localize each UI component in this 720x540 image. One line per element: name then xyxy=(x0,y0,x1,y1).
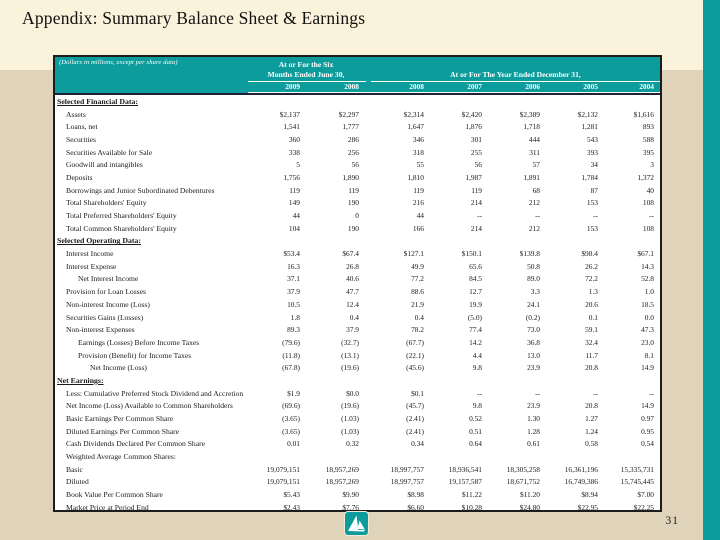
value-cell: 9.8 xyxy=(472,363,482,373)
value-cell: 5 xyxy=(296,160,300,170)
row-label: Securities Available for Sale xyxy=(66,147,153,157)
value-cell: $7.00 xyxy=(637,490,654,500)
value-cell: 44 xyxy=(416,211,424,221)
value-cell: $10.28 xyxy=(461,502,482,512)
value-cell: 16.3 xyxy=(287,261,300,271)
value-cell: $0.0 xyxy=(346,388,359,398)
value-cell: 0.4 xyxy=(414,312,424,322)
value-cell: 0 xyxy=(355,211,359,221)
value-cell: 24.1 xyxy=(527,299,540,309)
value-cell: 78.2 xyxy=(411,325,424,335)
row-label: Non-interest Income (Loss) xyxy=(66,299,150,309)
value-cell: 216 xyxy=(412,198,424,208)
value-cell: $5.43 xyxy=(283,490,300,500)
section-row xyxy=(55,374,660,387)
value-cell: 20.8 xyxy=(585,363,598,373)
value-cell: 89.3 xyxy=(287,325,300,335)
table-header xyxy=(55,57,660,95)
value-cell: $1,616 xyxy=(633,109,654,119)
table-row xyxy=(55,425,660,438)
label-column-spacer xyxy=(55,82,248,91)
value-cell: $2,420 xyxy=(461,109,482,119)
value-cell: 23.9 xyxy=(527,363,540,373)
value-cell: 1.24 xyxy=(585,426,598,436)
value-cell: 49.9 xyxy=(411,261,424,271)
value-cell: 1,810 xyxy=(407,172,424,182)
row-label: Securities Gains (Losses) xyxy=(66,312,144,322)
value-cell: 0.32 xyxy=(346,439,359,449)
year-header: 2006 xyxy=(525,81,540,91)
table-row xyxy=(55,323,660,336)
value-cell: 1,777 xyxy=(342,122,359,132)
row-label: Net Interest Income xyxy=(78,274,139,284)
column-group-six-months xyxy=(246,60,366,79)
value-cell: 0.95 xyxy=(641,426,654,436)
value-cell: 255 xyxy=(470,147,482,157)
value-cell: 56 xyxy=(474,160,482,170)
value-cell: 1.3 xyxy=(588,287,598,297)
value-cell: 1,756 xyxy=(283,172,300,182)
value-cell: 47.7 xyxy=(346,287,359,297)
group-six-line2: Months Ended June 30, xyxy=(267,69,345,79)
value-cell: 87 xyxy=(590,185,598,195)
units-note: (Dollars in millions, except per share data) xyxy=(59,59,178,66)
value-cell: 0.97 xyxy=(641,414,654,424)
row-label: Net Earnings: xyxy=(57,375,104,385)
row-label: Cash Dividends Declared Per Common Share xyxy=(66,439,205,449)
value-cell: 214 xyxy=(470,223,482,233)
value-cell: 47.3 xyxy=(641,325,654,335)
value-cell: $22.95 xyxy=(577,502,598,512)
value-cell: $11.22 xyxy=(461,490,482,500)
table-body xyxy=(55,95,660,514)
value-cell: (69.6) xyxy=(282,401,300,411)
value-cell: 4.4 xyxy=(472,350,482,360)
table-row xyxy=(55,184,660,197)
value-cell: 0.4 xyxy=(349,312,359,322)
value-cell: -- xyxy=(477,388,482,398)
value-cell: 1,281 xyxy=(581,122,598,132)
value-cell: 0.0 xyxy=(644,312,654,322)
value-cell: 84.5 xyxy=(469,274,482,284)
value-cell: 14.9 xyxy=(641,401,654,411)
value-cell: 0.54 xyxy=(641,439,654,449)
table-row xyxy=(55,197,660,210)
value-cell: 16,361,196 xyxy=(564,464,598,474)
value-cell: -- xyxy=(535,388,540,398)
value-cell: $2,389 xyxy=(519,109,540,119)
value-cell: 311 xyxy=(529,147,540,157)
row-label: Loans, net xyxy=(66,122,98,132)
value-cell: 1,718 xyxy=(523,122,540,132)
value-cell: 20.8 xyxy=(585,401,598,411)
value-cell: 893 xyxy=(642,122,654,132)
value-cell: 77.2 xyxy=(411,274,424,284)
row-label: Goodwill and intangibles xyxy=(66,160,143,170)
value-cell: $67.4 xyxy=(342,249,359,259)
value-cell: (1.03) xyxy=(341,426,359,436)
value-cell: 44 xyxy=(292,211,300,221)
value-cell: 256 xyxy=(347,147,359,157)
balance-sheet-table xyxy=(53,55,662,512)
value-cell: 0.34 xyxy=(411,439,424,449)
value-cell: 286 xyxy=(347,134,359,144)
value-cell: 36.8 xyxy=(527,337,540,347)
table-row xyxy=(55,298,660,311)
table-row xyxy=(55,120,660,133)
value-cell: 16,749,386 xyxy=(564,477,598,487)
value-cell: $11.20 xyxy=(519,490,540,500)
table-row xyxy=(55,108,660,121)
value-cell: 0.52 xyxy=(469,414,482,424)
value-cell: 119 xyxy=(348,185,359,195)
value-cell: (2.41) xyxy=(406,414,424,424)
value-cell: 18,997,757 xyxy=(390,477,424,487)
years-underline xyxy=(248,92,660,93)
value-cell: 15,335,731 xyxy=(620,464,654,474)
value-cell: 14.3 xyxy=(641,261,654,271)
table-row xyxy=(55,387,660,400)
value-cell: 395 xyxy=(642,147,654,157)
value-cell: 59.1 xyxy=(585,325,598,335)
value-cell: 65.6 xyxy=(469,261,482,271)
value-cell: $150.1 xyxy=(461,249,482,259)
value-cell: 89.0 xyxy=(527,274,540,284)
table-row xyxy=(55,273,660,286)
value-cell: 72.2 xyxy=(585,274,598,284)
value-cell: 190 xyxy=(347,198,359,208)
value-cell: 18,305,258 xyxy=(506,464,540,474)
value-cell: 18,957,269 xyxy=(325,464,359,474)
value-cell: (3.65) xyxy=(282,426,300,436)
row-label: Securities xyxy=(66,134,96,144)
value-cell: $127.1 xyxy=(403,249,424,259)
value-cell: 18,671,752 xyxy=(506,477,540,487)
value-cell: 0.58 xyxy=(585,439,598,449)
table-row xyxy=(55,222,660,235)
value-cell: 14.2 xyxy=(469,337,482,347)
table-row xyxy=(55,247,660,260)
table-row xyxy=(55,488,660,501)
value-cell: 19.9 xyxy=(469,299,482,309)
value-cell: 20.6 xyxy=(585,299,598,309)
value-cell: $53.4 xyxy=(283,249,300,259)
table-row xyxy=(55,311,660,324)
value-cell: 166 xyxy=(412,223,424,233)
value-cell: (45.6) xyxy=(406,363,424,373)
value-cell: 10.5 xyxy=(287,299,300,309)
value-cell: (79.6) xyxy=(282,337,300,347)
row-label: Diluted xyxy=(66,477,89,487)
value-cell: 108 xyxy=(642,223,654,233)
value-cell: 212 xyxy=(528,223,540,233)
value-cell: 1.28 xyxy=(527,426,540,436)
value-cell: 68 xyxy=(532,185,540,195)
table-row xyxy=(55,285,660,298)
value-cell: (67.7) xyxy=(406,337,424,347)
table-row xyxy=(55,450,660,463)
row-label: Market Price at Period End xyxy=(66,502,149,512)
table-row xyxy=(55,146,660,159)
value-cell: 1,784 xyxy=(581,172,598,182)
value-cell: 301 xyxy=(470,134,482,144)
value-cell: 104 xyxy=(288,223,300,233)
column-group-year: At or For The Year Ended December 31, xyxy=(450,69,581,79)
value-cell: 56 xyxy=(351,160,359,170)
row-label: Net Income (Loss) xyxy=(90,363,147,373)
value-cell: 190 xyxy=(347,223,359,233)
value-cell: 588 xyxy=(642,134,654,144)
table-row xyxy=(55,361,660,374)
sailboat-logo-icon xyxy=(344,511,369,536)
value-cell: 32.4 xyxy=(585,337,598,347)
value-cell: $8.94 xyxy=(581,490,598,500)
value-cell: 0.1 xyxy=(588,312,598,322)
value-cell: 37.9 xyxy=(346,325,359,335)
value-cell: 73.0 xyxy=(527,325,540,335)
value-cell: $139.8 xyxy=(519,249,540,259)
year-header: 2008 xyxy=(409,81,424,91)
value-cell: 57 xyxy=(532,160,540,170)
value-cell: -- xyxy=(593,211,598,221)
value-cell: 149 xyxy=(288,198,300,208)
value-cell: 119 xyxy=(289,185,300,195)
value-cell: 37.1 xyxy=(287,274,300,284)
value-cell: 1,891 xyxy=(523,172,540,182)
table-row xyxy=(55,171,660,184)
years-row xyxy=(55,82,660,91)
value-cell: 393 xyxy=(586,147,598,157)
value-cell: 11.7 xyxy=(585,350,598,360)
table-row xyxy=(55,438,660,451)
value-cell: -- xyxy=(649,388,654,398)
value-cell: 13.0 xyxy=(527,350,540,360)
value-cell: 26.2 xyxy=(585,261,598,271)
value-cell: $67.1 xyxy=(637,249,654,259)
value-cell: 338 xyxy=(288,147,300,157)
row-label: Book Value Per Common Share xyxy=(66,490,163,500)
value-cell: $98.4 xyxy=(581,249,598,259)
value-cell: $0.1 xyxy=(411,388,424,398)
value-cell: 18,997,757 xyxy=(390,464,424,474)
value-cell: 0.61 xyxy=(527,439,540,449)
row-label: Borrowings and Junior Subordinated Debentures xyxy=(66,185,215,195)
row-label: Interest Expense xyxy=(66,261,117,271)
value-cell: $1.9 xyxy=(287,388,300,398)
value-cell: 1,987 xyxy=(465,172,482,182)
value-cell: 108 xyxy=(642,198,654,208)
value-cell: 18,957,269 xyxy=(325,477,359,487)
value-cell: (45.7) xyxy=(406,401,424,411)
row-label: Selected Operating Data: xyxy=(57,236,142,246)
table-row xyxy=(55,349,660,362)
accent-stripe xyxy=(703,0,720,540)
row-label: Total Common Shareholders' Equity xyxy=(66,223,177,233)
row-label: Basic xyxy=(66,464,83,474)
row-label: Net Income (Loss) Available to Common Shareholders xyxy=(66,401,233,411)
row-label: Earnings (Losses) Before Income Taxes xyxy=(78,337,200,347)
row-label: Deposits xyxy=(66,172,93,182)
value-cell: 50.8 xyxy=(527,261,540,271)
value-cell: 1.0 xyxy=(644,287,654,297)
page-number: 31 xyxy=(665,515,679,527)
value-cell: 18,936,541 xyxy=(448,464,482,474)
value-cell: $7.76 xyxy=(342,502,359,512)
year-header: 2007 xyxy=(467,81,482,91)
row-label: Provision for Loan Losses xyxy=(66,287,146,297)
value-cell: 360 xyxy=(288,134,300,144)
value-cell: 88.6 xyxy=(411,287,424,297)
value-cell: 1.8 xyxy=(290,312,300,322)
value-cell: 214 xyxy=(470,198,482,208)
value-cell: 0.01 xyxy=(287,439,300,449)
value-cell: 212 xyxy=(528,198,540,208)
value-cell: $2,132 xyxy=(577,109,598,119)
value-cell: 543 xyxy=(586,134,598,144)
value-cell: 12.4 xyxy=(346,299,359,309)
value-cell: (0.2) xyxy=(525,312,540,322)
value-cell: $6.60 xyxy=(407,502,424,512)
table-row xyxy=(55,476,660,489)
value-cell: (2.41) xyxy=(406,426,424,436)
row-label: Weighted Average Common Shares: xyxy=(66,452,176,462)
value-cell: 18.5 xyxy=(641,299,654,309)
value-cell: -- xyxy=(535,211,540,221)
value-cell: 1.27 xyxy=(585,414,598,424)
table-row xyxy=(55,260,660,273)
value-cell: 77.4 xyxy=(469,325,482,335)
value-cell: 19,079,151 xyxy=(266,464,300,474)
value-cell: -- xyxy=(477,211,482,221)
value-cell: 40.6 xyxy=(346,274,359,284)
value-cell: 12.7 xyxy=(469,287,482,297)
row-label: Total Preferred Shareholders' Equity xyxy=(66,211,177,221)
value-cell: 153 xyxy=(586,198,598,208)
table-row xyxy=(55,412,660,425)
value-cell: 1.30 xyxy=(527,414,540,424)
value-cell: $22.25 xyxy=(633,502,654,512)
value-cell: $8.98 xyxy=(407,490,424,500)
value-cell: (19.6) xyxy=(341,401,359,411)
value-cell: 15,745,445 xyxy=(620,477,654,487)
value-cell: 1,372 xyxy=(637,172,654,182)
value-cell: (19.6) xyxy=(341,363,359,373)
table-row xyxy=(55,400,660,413)
year-header: 2009 xyxy=(285,81,300,91)
row-label: Interest Income xyxy=(66,249,114,259)
value-cell: -- xyxy=(593,388,598,398)
page-title: Appendix: Summary Balance Sheet & Earnings xyxy=(22,8,366,28)
value-cell: 444 xyxy=(528,134,540,144)
table-row xyxy=(55,463,660,476)
value-cell: 19,079,151 xyxy=(266,477,300,487)
value-cell: 55 xyxy=(416,160,424,170)
year-header: 2005 xyxy=(583,81,598,91)
value-cell: 23.9 xyxy=(527,401,540,411)
row-label: Assets xyxy=(66,109,86,119)
row-label: Diluted Earnings Per Common Share xyxy=(66,426,180,436)
value-cell: 40 xyxy=(646,185,654,195)
value-cell: 9.8 xyxy=(472,401,482,411)
row-label: Provision (Benefit) for Income Taxes xyxy=(78,350,192,360)
value-cell: $2,297 xyxy=(338,109,359,119)
value-cell: $2,314 xyxy=(403,109,424,119)
value-cell: 19,157,587 xyxy=(448,477,482,487)
value-cell: 26.8 xyxy=(346,261,359,271)
value-cell: (5.0) xyxy=(467,312,482,322)
value-cell: (3.65) xyxy=(282,414,300,424)
value-cell: 37.9 xyxy=(287,287,300,297)
row-label: Basic Earnings Per Common Share xyxy=(66,414,174,424)
row-label: Total Shareholders' Equity xyxy=(66,198,147,208)
value-cell: 21.9 xyxy=(411,299,424,309)
value-cell: 52.8 xyxy=(641,274,654,284)
value-cell: $2.43 xyxy=(283,502,300,512)
value-cell: (22.1) xyxy=(406,350,424,360)
value-cell: 1,890 xyxy=(342,172,359,182)
value-cell: 119 xyxy=(471,185,482,195)
value-cell: (67.8) xyxy=(282,363,300,373)
year-header: 2004 xyxy=(639,81,654,91)
row-label: Less: Cumulative Preferred Stock Dividend and Accretion xyxy=(66,388,244,398)
table-row xyxy=(55,209,660,222)
value-cell: -- xyxy=(649,211,654,221)
value-cell: 3.3 xyxy=(530,287,540,297)
row-label: Non-interest Expenses xyxy=(66,325,135,335)
table-row xyxy=(55,133,660,146)
value-cell: (13.1) xyxy=(341,350,359,360)
year-header: 2008 xyxy=(344,81,359,91)
value-cell: 14.9 xyxy=(641,363,654,373)
value-cell: 3 xyxy=(650,160,654,170)
value-cell: 318 xyxy=(412,147,424,157)
value-cell: 119 xyxy=(413,185,424,195)
value-cell: 1,876 xyxy=(465,122,482,132)
value-cell: 0.51 xyxy=(469,426,482,436)
row-label: Selected Financial Data: xyxy=(57,96,138,106)
value-cell: 0.64 xyxy=(469,439,482,449)
value-cell: 1,541 xyxy=(283,122,300,132)
section-row xyxy=(55,95,660,108)
table-row xyxy=(55,336,660,349)
value-cell: $2,137 xyxy=(279,109,300,119)
group-six-line1: At or For the Six xyxy=(278,60,334,69)
value-cell: 34 xyxy=(590,160,598,170)
value-cell: (1.03) xyxy=(341,414,359,424)
value-cell: 346 xyxy=(412,134,424,144)
table-row xyxy=(55,158,660,171)
value-cell: 1,647 xyxy=(407,122,424,132)
value-cell: 153 xyxy=(586,223,598,233)
value-cell: 23.0 xyxy=(641,337,654,347)
value-cell: $24.80 xyxy=(519,502,540,512)
value-cell: (11.8) xyxy=(282,350,300,360)
value-cell: 8.1 xyxy=(644,350,654,360)
value-cell: $9.90 xyxy=(342,490,359,500)
value-cell: (32.7) xyxy=(341,337,359,347)
section-row xyxy=(55,235,660,248)
